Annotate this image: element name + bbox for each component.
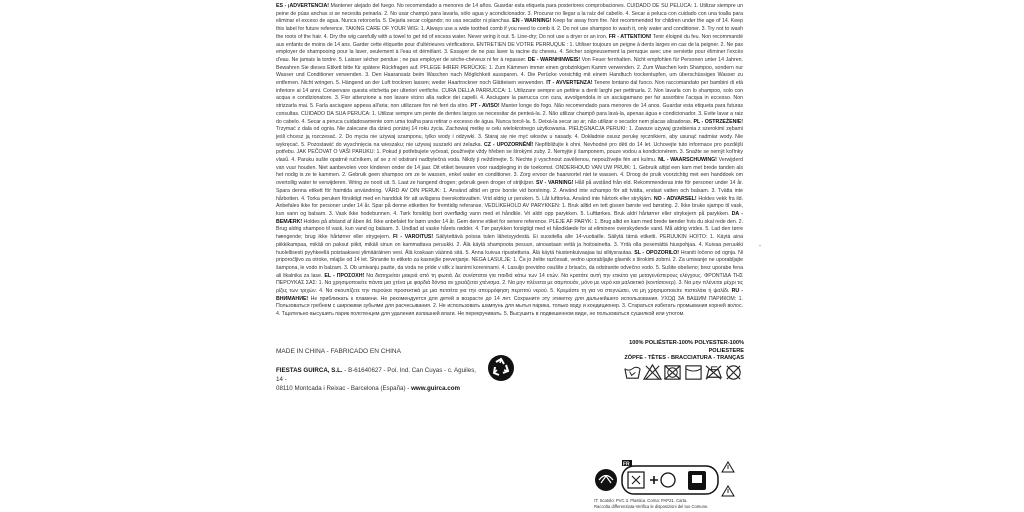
packaging-box-icon <box>628 472 644 488</box>
warning-heading-nl: NL - WAARSCHUWING! <box>658 157 717 164</box>
warning-heading-fr: FR - ATTENTION! <box>608 33 652 40</box>
triman-icon <box>595 469 617 491</box>
warning-heading-cz: CZ - UPOZORNĚNÍ! <box>483 141 534 148</box>
no-iron-icon <box>704 363 723 382</box>
no-tumble-dry-icon <box>663 363 682 382</box>
warning-heading-en: EN - WARNING! <box>512 18 552 25</box>
warning-text-block <box>276 3 743 319</box>
warning-heading-el: EL - ΠΡΟΣΟΧΗ! <box>324 272 365 279</box>
stray-mark <box>759 245 761 246</box>
sorting-label <box>594 498 744 509</box>
sorting-label-line2: Raccolta differenziata-Verifica le disposizioni del tuo Comune. <box>594 503 709 509</box>
warning-heading-no: NO - ADVARSEL! <box>653 195 697 202</box>
sorting-label-line1: IT: Scatolo: PVC 3. Plastica. Corna: PAP21. Carta. <box>594 498 688 503</box>
company-address <box>276 366 481 393</box>
paper-icon <box>661 473 675 487</box>
company-address-line2: 08110 Montcada i Reixac - Barcelona (España) - <box>276 385 412 392</box>
warning-heading-fi: FI - VAROITUS! <box>392 234 434 241</box>
recycle-icon <box>487 354 515 382</box>
country-code: FR <box>623 461 630 468</box>
bin-icon <box>688 471 706 490</box>
warning-body-cz: Nepřibližujte k ohni. Nevhodné pro děti do 14 let. Uchovejte tuto informace pro pozdější potřebu. JAK PEČOVAT O VAŠI PARUKU: 1. Pokud ji potřebujete vyčesat, používejte vždy hřeben se širokými zuby. 2. Nemyjte ji šamponem, pouze vodou a kondicionérem. 3. Snažte se nemýt kořínky vlasů. 4. Paruku sušte opatrně ručníkem, ať se z ní odstraní nadbytečná voda. Nikdy ji neždímejte. 5. Nechte ji vyschnout zavěšenou, nepoužívejte fén ani kulmu. <box>276 141 743 164</box>
warning-body-de: Von Feuer fernhalten. Nicht empfohlen für Personen unter 14 Jahren. Bewahren Sie dieses Etikett bitte für spätere Rückfragen auf. PFLEGE IHRER PERÜCKE: 1. Zum Kämmen immer einen grobzinkigen Kamm verwenden. 2. Zum Waschen kein Shampoo, sondern nur Wasser und Conditioner verwenden. 3. Den Haaransatz beim Waschen nach Möglichkeit aussparen. 4. Die Perücke vorsichtig mit einem Handtuch trockentupfen, um überschüssiges Wasser zu entfernen. Nicht wringen. 5. Hängend an der Luft trocknen lassen; weder Haartrockner noch Glätteisen verwenden. <box>276 56 744 87</box>
warning-body-it: Tenere lontano dal fuoco. Non raccomandato per bambini di età inferiore ai 14 anni. Conservare questa etichetta per ulteriori verifiche. CURA DELLA PARRUCCA: 1. Utilizzare sempre un pettine a denti larghi per pettinarla. 2. Non lavarla con lo shampoo, solo con acqua e condizionatore. 3. Fior attenzione a non lavare vicino alla radice dei capelli. 4. Asciugare la parrucca con cura, avvolgendola in un asciugamano per far assorbire l'acqua in eccesso. Non strizzarla mai. 5. Farla asciugare appesa all'aria; non utilizzare fon né ferri da stiro. <box>276 80 743 110</box>
warning-body-el: Να διατηρείται μακριά από τη φωτιά. Δε συνίσταται για παιδιά κάτω των 14 ετών. Να κρατάτε αυτή την ετικέτα για μεταγενέστερους ελέγχους. ΦΡΟΝΤΙΔΑ ΤΗΣ ΠΕΡΟΥΚΑΣ ΣΑΣ: 1. Να χρησιμοποιείτε πάντα μια χτένα με φαρδιά δόντια αν χρειάζεται χτένισμα. 2. Να μην πλένεται με σαμπουάν, μόνο με νερό και μαλακτικό (κοντίσιονερ). 3. Να μην πλένεται μέχρι τις ρίζες των τριχών. 4. Να σκουπίζετε την περούκα προσεκτικά με μια πετσέτα για την απορρόφηση περιττού νερού. 5. Κρεμάστε τη για να στεγνώσει, να μη χρησιμοποιείτε πιστολάκι ή ψαλίδι. <box>276 272 743 295</box>
company-website: www.guirca.com <box>411 385 461 392</box>
warning-body-pl: Trzymać z dala od ognia. Nie zalecane dla dzieci poniżej 14 roku życia. Zachowaj metkę w celu wielokrotnego użytkowania. PIELĘGNACJA PERUKI: 1. Zawsze używaj grzebienia z szerokimi zębami jeśli chcesz ją rozczesać. 2. Do mycia nie używaj szamponu, tylko wody i odżywki. 3. Staraj się nie myć włosów u nasady. 4. Dokładnie osusz perukę ręcznikiem, aby usunąć nadmiar wody. Nie wykręcać. 5. Pozostawić do wyschnięcia na wieszaku; nie używaj suszarki ani żelazka. <box>276 126 743 148</box>
hand-wash-icon <box>623 363 642 382</box>
warning-body-sv: Håll på avstånd från eld. Rekommenderas inte för personer under 14 år. Spara denna etikett för framtida användning. VÅRD AV DIN PERUK: 1. Använd alltid en grov borste vid borstning. 2. Använd inte schampo för att tvätta, endast vatten och balsam. 3. Tvätta inte hårbotten. 4. Torka peruken försiktigt med en handduk för att avlägsna överskottsvatten. Vrid aldrig ur peruken. 5. Låt lufttorka. Använd inte hårtork eller strykjärn. <box>276 180 743 202</box>
company-address-line1: - B-61640627 - Pol. Ind. Can Cuyas - c. Aguiles, 14 - <box>276 367 477 383</box>
warning-body-pt: Manter longe do fogo. Não recomendado para menores de 14 anos. Guardar esta etiqueta para futuras consultas. CUIDADO DA SUA PERUCA: 1. Utilizar sempre um pente de dentes largos se necessitar de penteá-la. 2. Não utilizar champô para lavá-la, apenas água e condicionador. 3. Evite lavar a raiz do cabelo. 4. Secar a peruca cuidadosamente com uma toalha para retirar o excesso de água. Nunca torcê-la. 5. Deixá-la secar ao ar; não utilizar o secador nem placas alisadoras. <box>276 103 743 125</box>
warning-body-fr: Tenir éloigné du feu. Non recommandé aux enfants de moins de 14 ans. Garder cette étiquette pour d'ultérieures vérifications. ENTRETIEN DE VOTRE PERRUQUE : 1. Utiliser toujours un peigne à dents larges en cas de la peigner. 2. Ne pas employer de shampooing pour la laver, seulement à l'eau et démêlant. 3. Essayer de ne pas laver la racine du cheveu. 4. Sécher soigneusement la perruque avec une serviette pour éliminer l'excès d'eau. Ne jamais la tordre. 5. Laisser sécher pendue ; ne pas employer de sèche-cheveux ni fer à repasser. <box>276 33 743 63</box>
warning-body-ru: Не приближать к пламени. Не рекомендуется для детей в возрасте до 14 лет. Сохраните эту этикетку для дальнейшего использования. УХОД ЗА ВАШИМ ПАРИКОМ: 1. Пользоваться гребнем с широкими зубьями для расчесывания. 2. Не использовать шампунь для мытья парика, только воду и кондиционер. 3. Стараться избегать промывания корней волос. 4. Тщательно высушить парик полотенцем для удаления излишней влаги. Не перекручивать. 5. Высушить в подвешенном виде, не пользоваться сушилкой или утюгом. <box>276 295 743 318</box>
warning-heading-es: ES - ¡ADVERTENCIA! <box>276 3 329 9</box>
made-in-label: MADE IN CHINA - FABRICADO EN CHINA <box>276 348 401 355</box>
no-dry-clean-icon <box>724 363 743 382</box>
warning-body-no: Holdes vekk fra ild. Anbefales ikke for personer under 14 år. Spar på denne etiketten for fremtidig referanse. VEDLIKEHOLD AV PARYKKEN: 1. Bruk alltid en tett gissen børste ved børsting. 2. Ikke bruke sjampo til vask, kun vann og balsam. 3. Vask ikke hodebunnen. 4. Tørk forsiktig bort overflødig vann med et håndkle. Vri aldri opp parykken. 5. Lufttørkes. Bruk aldri hårtørrer eller strykejern på parykken. <box>276 195 743 217</box>
warning-heading-de: DE - WARNHINWEIS! <box>527 56 581 63</box>
composition-label <box>614 340 744 363</box>
warning-heading-it: IT - AVVERTENZA! <box>546 80 593 87</box>
warning-body-sl: Hraniti ločeno od ognja. Ni priporočljivo za otroke, mlajše od 14 let. Shranite to etiketo za kasnejše preverjanje. NEGA LASULJE: 1. Če jo želite razčesati, vedno uporabljajte glavnik s širokimi zobmi. 2. Za umivanje ne uporabljajte šampona, le vodo in balzam. 3. Ob umivanju pazite, da voda ne pride v stik z lasnimi koreninami. 4. Lasuljo previdno osušite z brisačo, da odstranite odvečno vodo. 5. Sušite obešeno; brez uporabe fena ali likalnika za lase. <box>276 249 743 279</box>
warning-heading-sl: SL - OPOZORILO! <box>634 249 680 256</box>
plus-icon <box>650 476 658 484</box>
no-bleach-icon <box>643 363 662 382</box>
warning-body-fi: Säilytettävä poissa tulen läheisyydestä. Ei suositella alle 14-vuotiaille. Säilytä tämä etiketti. PERUUKIN HOITO: 1. Käytä aina piikkikampaa, mikäli on paksut piikit, mikäli sinun on kammattava peruukki. 2. Älä käytä shampoota pesuun, ainoastaan vettä ja hoitoainetta. 3. Yritä olla pesemättä hiuspohjaa. 4. Kuivaa peruukki huolellisesti pyyhkeellä poistaaksesi ylimääräinen vesi. Älä koskaan väännä sitä. 5. Anna kuivua ripustettuna. Älä käytä hiustenkuivaajaa tai silitysrautaa. <box>276 234 743 256</box>
warning-body-nl: Verwijderd van vuur houden. Niet aanbevolen voor kinderen onder de 14 jaar. Dit etiket bewaren voor raadpleging in de toekomst. ONDERHOUD VAN UW PRUIK: 1. Gebruik altijd een kam met brede tanden als het nodig is ze te kammen. 2. Gebruik geen shampoo om ze te wassen, enkel water en conditioner. 3. Zorg ervoor de haarwortel niet te wassen. 4. Droog de pruik voorzichtig met een handdoek om overtollig water te verwijderen. Wring ze nooit uit. 5. Laat ze hangend drogen; gebruik geen droger of strijkijzer. <box>276 157 743 187</box>
warning-heading-pt: PT - AVISO! <box>470 103 500 110</box>
warning-heading-sv: SV - VARNING! <box>536 180 574 187</box>
line-dry-icon <box>684 363 703 382</box>
composition-line1: 100% POLIÉSTER-100% POLYESTER-100% POLIESTERE <box>629 340 744 354</box>
warning-heading-ru: RU - ВНИМАНИЕ! <box>276 288 743 302</box>
warning-triangle-icon <box>722 462 734 472</box>
warning-body-da: Holdes på afstand af åben ild. Ikke anbefalet for børn under 14 år. Gem denne etiket for senere reference. PLEJE AF PARYK: 1. Brug altid en kam med brede tænder hvis du skal rede den. 2. Brug aldrig shampoo til vask, kun vand og balsam. 3. Undlad at vaske hårets rødder. 4. Tør parykken forsigtigt med et håndklæde for at eliminere overskydende vand. Må aldrig vrides. 5. Lad den tørre hængende; brug ikke hårtørrer eller strygejern. <box>276 218 743 241</box>
warning-body-es: Mantener alejado del fuego. No recomendado a menores de 14 años. Guardar esta etiqueta para posteriores comprobaciones. CUIDADO DE SU PELUCA: 1. Utilizar siempre un peine de púas anchas si se necesita peinarla. 2. No usar champú para lavarla, sólo agua y acondicionador. 3. Procurar no llegar a la raíz del cabello. 4. Secar a peluca con cuidado con una toalla para eliminar el exceso de agua. Nunca retorcerla. 5. Dejarla secar colgando; no usa secador ni planchas. <box>276 3 743 25</box>
company-name: FIESTAS GUIRCA, S.L. <box>276 367 343 374</box>
warning-triangle-icon-2 <box>722 486 734 496</box>
care-symbols <box>623 361 743 383</box>
warning-heading-pl: PL - OSTRZEŻENIE! <box>693 118 743 125</box>
warning-body-en: Keep far away from fire. Not recommended for children under the age of 14. Keep this label for future reference. TAKING CARE OF YOUR WIG: 1. Always use a wide toothed comb if you need to comb it. 2. Do not use shampoo to wash it, only water and conditioner. 3. Try not to wash the roots of the hair. 4. Dry the wig carefully with a towel to get rid of excess water. Never wring it out. 5. Line-dry; Do not use a dryer or an iron. <box>276 18 743 40</box>
composition-line2: ZÖPFE - TÊTES - BRACCIATURA - TRANÇAS <box>624 355 744 362</box>
warning-heading-da: DA - BEMÆRK! <box>276 210 743 225</box>
